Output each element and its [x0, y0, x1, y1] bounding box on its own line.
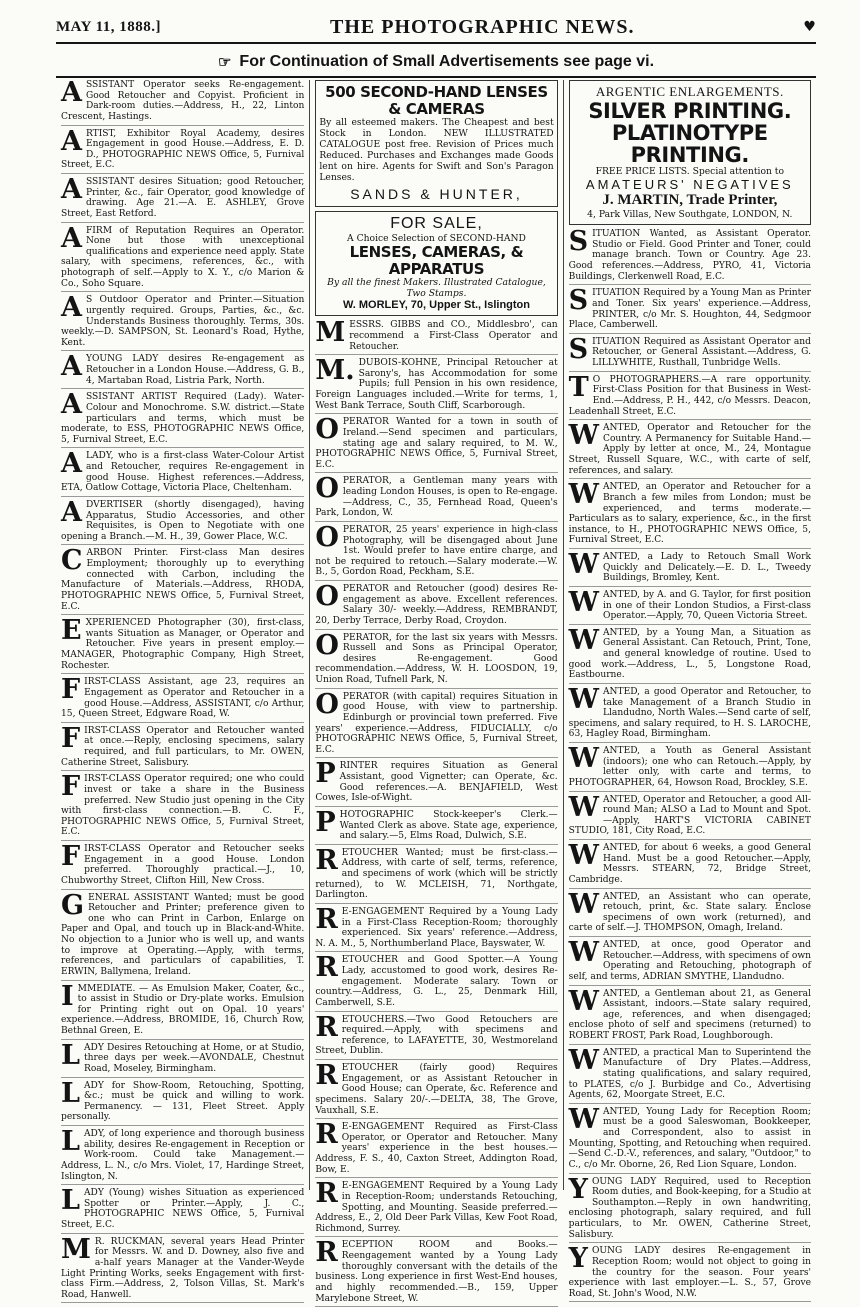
- classified-ad: OPERATOR, a Gentleman many years with leading London Houses, is open to Re-engage.—Address, C., 35, Fernhead Road, Queen's Park, London, W.: [315, 476, 557, 522]
- classified-ad: ARTIST, Exhibitor Royal Academy, desires Engagement in good House.—Address, E. D. D., PHOTOGRAPHIC NEWS Office, 5, Furnival Street, E.C.: [61, 129, 304, 175]
- classified-ad: WANTED, by a Young Man, a Situation as General Assistant. Can Retouch, Print, Tone, and general knowledge of routine. Used to good work.—Address, L., 5, Longstone Road, Eastbourne.: [569, 628, 811, 684]
- classified-ad: LADY (Young) wishes Situation as experienced Spotter or Printer.—Apply, J. C., PHOTOGRAPHIC NEWS Office, 5, Furnival Street, E.C.: [61, 1188, 304, 1234]
- classified-ad: LADY, of long experience and thorough business ability, desires Re-engagement in Reception or Work-room. Could take Management.—Address, L. N., c/o Mrs. Violet, 17, Hardinge Street, Islington, N.: [61, 1129, 304, 1185]
- classified-ad: WANTED, by A. and G. Taylor, for first position in one of their London Studios, a First-class Operator.—Apply, 70, Queen Victoria Street.: [569, 590, 811, 625]
- column-left: [56, 77, 309, 1300]
- right-column-ads: [568, 226, 811, 1302]
- classified-ad: AFIRM of Reputation Requires an Operator. None but those with unexceptional qualifications and experience need apply. State salary, with specimens, references, &c., with photograph of self.—Apply to X. Y., c/o Marion & Co., Soho Square.: [61, 226, 304, 293]
- morley-advert: [315, 211, 557, 316]
- advertisement-columns: [56, 77, 816, 1304]
- classified-ad: MR. RUCKMAN, several years Head Printer for Messrs. W. and D. Downey, also five and a-half years Manager at the Vander-Weyde Light Printing Works, seeks Engagement with first-class Firm.—Address, 2, Tolson Villas, St. Mark's Road, Hanwell.: [61, 1237, 304, 1304]
- classified-ad: WANTED, Operator and Retoucher, a good All-round Man; ALSO a Lad to Mount and Spot.—Apply, HART'S VICTORIA CABINET STUDIO, 181, City Road, E.C.: [569, 795, 811, 841]
- classified-ad: LADY Desires Retouching at Home, or at Studio, three days per week.—AVONDALE, Chestnut Road, Moseley, Birmingham.: [61, 1043, 304, 1078]
- pointing-hand-icon: ☞: [217, 54, 232, 71]
- classified-ad: WANTED, a Youth as General Assistant (indoors); one who can Retouch.—Apply, by letter only, with carte and terms, to PHOTOGRAPHER, 64, Howson Road, Brockley, S.E.: [569, 746, 811, 792]
- classified-ad: WANTED, a Gentleman about 21, as General Assistant, indoors.—State salary required, age, references, and when disengaged; enclose photo of self and specimens (returned) to ROBERT FROST, Park Road, Loughborough.: [569, 989, 811, 1045]
- classified-ad: WANTED, an Assistant who can operate, retouch, print, &c. State salary. Enclose specimens of own work (returned), and carte of self.—J. THOMPSON, Omagh, Ireland.: [569, 892, 811, 938]
- classified-ad: PHOTOGRAPHIC Stock-keeper's Clerk.—Wanted Clerk as above. State age, experience, and salary.—5, Elms Road, Dulwich, S.E.: [315, 810, 557, 845]
- choice-selection: A Choice Selection of SECOND-HAND: [347, 233, 526, 245]
- classified-ad: WANTED, a practical Man to Superintend the Manufacture of Dry Plates.—Address, stating qualifications, and salary required, to PLATES, c/o J. Burbidge and Co., Advertising Agents, 62, Moorgate Street, E.C.: [569, 1048, 811, 1104]
- heart-ornament-icon: ♥: [803, 19, 816, 35]
- classified-ad: RETOUCHER (fairly good) Requires Engagement, or as Assistant Retoucher in Good House; can Operate, &c. Reference and specimens. Salary 20/-.—DELTA, 38, The Grove, Vauxhall, S.E.: [315, 1063, 557, 1119]
- classified-ad: YOUNG LADY Required, used to Reception Room duties, and Book-keeping, for a Studio at Southampton.—Reply in own handwriting, enclosing photograph, salary required, and full particulars, to Mr. OWEN, Catherine Street, Salisbury.: [569, 1177, 811, 1244]
- column-right: [563, 80, 816, 1299]
- silver-printing-heading: SILVER PRINTING.: [588, 99, 792, 123]
- amateurs-negatives: AMATEURS' NEGATIVES: [585, 177, 794, 193]
- classified-ad: GENERAL ASSISTANT Wanted; must be good Retoucher and Printer; preference given to one who can Print in Carbon, Enlarge on Paper and Opal, and touch up in Black-and-White. No objection to a Junior who is well up, and wants to improve at Operating.—Apply, with terms, references, and particulars of capabilities, T. ERWIN, Ballymena, Ireland.: [61, 893, 304, 981]
- morley-address: W. MORLEY, 70, Upper St., Islington: [342, 299, 530, 312]
- column-middle: [309, 80, 562, 1304]
- classified-ad: TO PHOTOGRAPHERS.—A rare opportunity. First-Class Position for that Business in West-End.—Address, P. H., 442, c/o Messrs. Deacon, Leadenhall Street, E.C.: [569, 375, 811, 421]
- classified-ad: WANTED, a good Operator and Retoucher, to take Management of a Branch Studio in Llandudno, North Wales.—Send carte of self, specimens, and salary required, to H. S. LAROCHE, 63, Hagley Road, Birmingham.: [569, 687, 811, 743]
- classified-ad: CARBON Printer. First-class Man desires Employment; thoroughly up to everything connected with Carbon, including the Manufacture of Materials.—Address, RHODA, PHOTOGRAPHIC NEWS Office, 5, Furnival Street, E.C.: [61, 548, 304, 615]
- continuation-banner: [56, 48, 816, 78]
- argentic-heading: ARGENTIC ENLARGEMENTS.: [595, 84, 784, 99]
- classified-ad: FIRST-CLASS Operator required; one who could invest or take a share in the Business preferred. New Studio just opening in the City with first-class connection.—B. C. F., PHOTOGRAPHIC NEWS Office, 5, Furnival Street, E.C.: [61, 774, 304, 841]
- classified-ad: WANTED, at once, good Operator and Retoucher.—Address, with specimens of own Operating and Retouching, photograph of self, and terms, ADRIAN SMYTHE, Llandudno.: [569, 940, 811, 986]
- classified-ad: AYOUNG LADY desires Re-engagement as Retoucher in a London House.—Address, G. B., 4, Martaban Road, Listria Park, North.: [61, 354, 304, 389]
- classified-ad: MESSRS. GIBBS and CO., Middlesbro', can recommend a First-Class Operator and Retoucher.: [315, 320, 557, 355]
- classified-ad: IMMEDIATE. — As Emulsion Maker, Coater, &c., to assist in Studio or Dry-plate works. Emulsion for Printing right out on Opal. 10 years' experience.—Address, BROMIDE, 16, Church Row, Bethnal Green, E.: [61, 984, 304, 1040]
- classified-ad: SITUATION Required by a Young Man as Printer and Toner. Six years' experience.—Address, PRINTER, c/o Mr. S. Houghton, 44, Sedgmoor Place, Camberwell.: [569, 288, 811, 334]
- classified-ad: WANTED, for about 6 weeks, a good General Hand. Must be a good Retoucher.—Apply, Messrs. STEARN, 72, Bridge Street, Cambridge.: [569, 843, 811, 889]
- classified-ad: ASSISTANT ARTIST Required (Lady). Water-Colour and Monochrome. S.W. district.—State particulars and terms, which must be moderate, to ESS, PHOTOGRAPHIC NEWS Office, 5, Furnival Street, E.C.: [61, 392, 304, 448]
- classified-ad: OPERATOR (with capital) requires Situation in good House, with view to partnership. Edinburgh or provincial town preferred. Five years' experience.—Address, FIDUCIALLY, c/o PHOTOGRAPHIC NEWS Office, 5, Furnival Street, E.C.: [315, 692, 557, 759]
- classified-ad: RETOUCHER and Good Spotter.—A Young Lady, accustomed to good work, desires Re-engagement. Moderate salary. Town or country.—Address, G. L., 25, Denmark Hill, Camberwell, S.E.: [315, 955, 557, 1011]
- classified-ad: ALADY, who is a first-class Water-Colour Artist and Retoucher, requires Re-engagement in good House. Highest references.—Address, ETA, Oatlow Cottage, Victoria Place, Cheltenham.: [61, 451, 304, 497]
- classified-ad: ASSISTANT Operator seeks Re-engagement. Good Retoucher and Copyist. Proficient in Dark-room duties.—Address, H., 22, Linton Crescent, Hastings.: [61, 80, 304, 126]
- lenses-body: By all esteemed makers. The Cheapest and best Stock in London. NEW ILLUSTRATED CATALOGUE post free. Revision of Prices much Reduced. Purchases and Exchanges made Goods lent on hire. Agents for Swift and Son's Paragon Lenses.: [319, 117, 554, 184]
- classified-ad: SITUATION Wanted, as Assistant Operator. Studio or Field. Good Printer and Toner, could manage branch. Town or Country. Age 23. Good references.—Address, PYRO, 41, Victoria Buildings, Clerkenwell Road, E.C.: [569, 229, 811, 285]
- lenses-headline: 500 SECOND-HAND LENSES & CAMERAS: [325, 83, 548, 118]
- classified-ad: FIRST-CLASS Assistant, age 23, requires an Engagement as Operator and Retoucher in a good House.—Address, ASSISTANT, c/o Arthur, 15, Queen Street, Edgware Road, W.: [61, 677, 304, 723]
- publication-title: THE PHOTOGRAPHIC NEWS.: [330, 15, 635, 38]
- classified-ad: YOUNG LADY desires Re-engagement in Reception Room; would not object to going in the country for the season. Four years' experience with last employer.—L. S., 57, Grove Road, St. John's Wood, N.W.: [569, 1246, 811, 1302]
- martin-address: 4, Park Villas, New Southgate, LONDON, N.: [587, 209, 793, 221]
- classified-ad: WANTED, an Operator and Retoucher for a Branch a few miles from London; must be experienced, and terms moderate.—Particulars as to salary, experience, &c., in the first instance, to H., PHOTOGRAPHIC NEWS Office, 5, Furnival Street, E.C.: [569, 482, 811, 549]
- classified-ad: PRINTER requires Situation as General Assistant, good Vignetter; can Operate, &c. Good references.—A. BENJAFIELD, West Cowes, Isle-of-Wight.: [315, 761, 557, 807]
- sands-hunter-name: SANDS & HUNTER,: [350, 186, 523, 203]
- martin-printing-advert: [569, 80, 811, 225]
- classified-ad: FIRST-CLASS Operator and Retoucher wanted at once.—Reply, enclosing specimens, salary required, and full particulars, to Mr. OWEN, Catherine Street, Salisbury.: [61, 726, 304, 772]
- classified-ad: RECEPTION ROOM and Books.—Reengagement wanted by a Young Lady thoroughly conversant with the details of the business. Long experience in first West-End houses, and highly recommended.—B., 159, Upper Marylebone Street, W.: [315, 1240, 557, 1307]
- classified-ad: OPERATOR, for the last six years with Messrs. Russell and Sons as Principal Operator, desires Re-engagement. Good recommendation.—Address, W. H. LOOSDON, 19, Union Road, Tufnell Park, N.: [315, 633, 557, 689]
- page-header: [56, 12, 816, 44]
- classified-ad: OPERATOR Wanted for a town in south of Ireland.—Send specimen and particulars, stating age and salary required, to M. W., PHOTOGRAPHIC NEWS Office, 5, Furnival Street, E.C.: [315, 417, 557, 473]
- classified-ad: RETOUCHERS.—Two Good Retouchers are required.—Apply, with specimens and reference, to LAFAYETTE, 30, Westmoreland Street, Dublin.: [315, 1015, 557, 1061]
- classified-ad: AS Outdoor Operator and Printer.—Situation urgently required. Groups, Parties, &c., &c. Understands Business thoroughly. Terms, 30s. weekly.—D. SAMPSON, St. Leonard's Road, Hythe, Kent.: [61, 295, 304, 351]
- classified-ad: SITUATION Required as Assistant Operator and Retoucher, or General Assistant.—Address, G. LILLYWHITE, Rusthall, Tunbridge Wells.: [569, 337, 811, 372]
- classified-ad: OPERATOR, 25 years' experience in high-class Photography, will be disengaged about June 1st. Would prefer to have entire charge, and not be required to retouch.—Salary moderate.—W. B., 5, Gordon Road, Peckham, S.E.: [315, 525, 557, 581]
- classified-ad: RE-ENGAGEMENT Required as First-Class Operator, or Operator and Retoucher. Many years' experience in the best houses.—Address, F. S., 40, Caxton Street, Addington Road, Bow, E.: [315, 1122, 557, 1178]
- classified-ad: WANTED, a Lady to Retouch Small Work Quickly and Delicately.—E. D. L., Tweedy Buildings, Bromley, Kent.: [569, 552, 811, 587]
- classified-ad: WANTED, Young Lady for Reception Room; must be a good Saleswoman, Bookkeeper, and Correspondent, also to assist in Mounting, Spotting, and Retouching when required.—Send C.-D.-V., references, and salary, "Outdoor," to C., c/o Mr. Oborne, 26, Red Lion Square, London.: [569, 1107, 811, 1174]
- issue-date: MAY 11, 1888.]: [56, 18, 162, 35]
- lenses-cameras-apparatus-heading: LENSES, CAMERAS, & APPARATUS: [349, 243, 524, 278]
- martin-name: J. MARTIN, Trade Printer,: [602, 192, 778, 209]
- free-price-lists: FREE PRICE LISTS. Special attention to: [595, 166, 785, 178]
- classified-ad: WANTED, Operator and Retoucher for the Country. A Permanency for Suitable Hand.—Apply by letter at once, M., 24, Montague Street, Russell Square, W.C., with carte of self, references, and salary.: [569, 423, 811, 479]
- middle-column-ads: [315, 317, 558, 1307]
- classified-ad: OPERATOR and Retoucher (good) desires Re-engagement as above. Excellent references. Salary 30/- weekly.—Address, REMBRANDT, 20, Derby Terrace, Derby Road, Croydon.: [315, 584, 557, 630]
- classified-ad: ASSISTANT desires Situation; good Retoucher, Printer, &c., fair Operator, good knowledge of drawing. Age 21.—A. E. ASHLEY, Grove Street, East Retford.: [61, 177, 304, 223]
- finest-makers: By all the finest Makers. Illustrated Catalogue, Two Stamps.: [327, 277, 546, 300]
- continuation-text: For Continuation of Small Advertisements see page vi.: [239, 53, 655, 70]
- classified-ad: ADVERTISER (shortly disengaged), having Apparatus, Studio Accessories, and other Requisites, is Open to Negotiate with one opening a Branch.—M. H., 39, Gower Place, W.C.: [61, 500, 304, 546]
- classified-ad: EXPERIENCED Photographer (30), first-class, wants Situation as Manager, or Operator and Retoucher. Five years in present employ.—MANAGER, Photographic Company, High Street, Rochester.: [61, 618, 304, 674]
- for-sale-heading: FOR SALE,: [390, 215, 483, 233]
- classified-ad: RETOUCHER Wanted; must be first-class.—Address, with carte of self, terms, reference, and specimens of work (which will be strictly returned), to W. MCLEISH, 71, Northgate, Darlington.: [315, 848, 557, 904]
- classified-ad: M.DUBOIS-KOHNE, Principal Retoucher at Sarony's, has Accommodation for some Pupils; full Pension in his own residence, Foreign Languages included.—Write for terms, 1, West Bank Terrace, South Cliff, Scarborough.: [315, 358, 557, 414]
- classified-ad: LADY for Show-Room, Retouching, Spotting, &c.; must be quick and willing to work. Permanency. — 131, Fleet Street. Apply personally.: [61, 1081, 304, 1127]
- classified-ad: RE-ENGAGEMENT Required by a Young Lady in Reception-Room; understands Retouching, Spotting, and Mounting. Seaside preferred.—Address, E., 2, Old Deer Park Villas, Kew Foot Road, Richmond, Surrey.: [315, 1181, 557, 1237]
- platinotype-printing-heading: PLATINOTYPE PRINTING.: [611, 121, 768, 168]
- classified-ad: FIRST-CLASS Operator and Retoucher seeks Engagement in a good House. London preferred. Thoroughly practical.—J., 10, Chubworthy Street, Clifton Hill, New Cross.: [61, 844, 304, 890]
- lenses-cameras-advert: [315, 80, 557, 207]
- classified-ad: RE-ENGAGEMENT Required by a Young Lady in a First-Class Reception-Room; thoroughly experienced. Six years' reference.—Address, N. A. M., 5, Northumberland Place, Bayswater, W.: [315, 907, 557, 953]
